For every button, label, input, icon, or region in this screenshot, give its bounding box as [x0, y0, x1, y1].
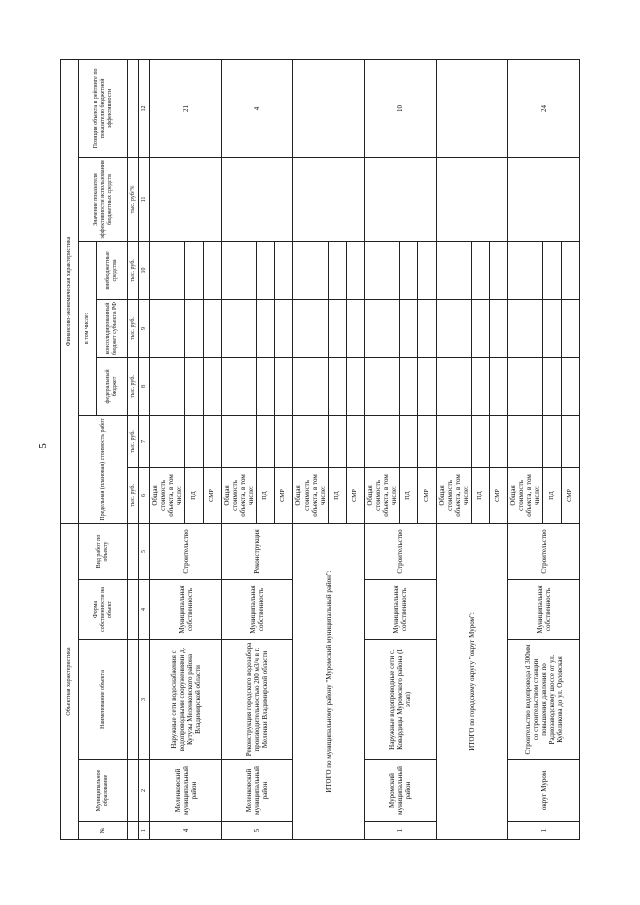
pd-regional [471, 299, 489, 357]
smr-regional [346, 299, 364, 357]
work-type: Строительство [508, 523, 580, 579]
pd-offbudget [543, 241, 561, 299]
work-type: Строительство [150, 523, 222, 579]
pd-label: ПД [185, 467, 203, 523]
offbudget [293, 241, 328, 299]
table-row [150, 59, 185, 839]
subtotal-row [293, 59, 328, 839]
total-cost [293, 415, 328, 467]
rating-position [436, 59, 508, 157]
col-number: 6 [139, 467, 150, 523]
subtotal-label: ИТОГО по муниципальному району "Муромский муниципальный район": [293, 523, 365, 839]
unit-cell: тыс. руб. [128, 299, 139, 357]
municipal-formation: Меленковский муниципальный район [150, 760, 222, 822]
pd-cost [257, 415, 275, 467]
col-10-header: внебюджетные средства [97, 241, 128, 299]
total-cost-label: Общая стоимость объекта, в том числе: [293, 467, 328, 523]
rating-position: 10 [365, 59, 437, 157]
total-cost-label: Общая стоимость объекта, в том числе: [150, 467, 185, 523]
pd-regional [257, 299, 275, 357]
ownership: Муниципальная собственность [365, 580, 437, 640]
rating-position: 24 [508, 59, 580, 157]
federal-budget [150, 357, 185, 415]
smr-offbudget [561, 241, 579, 299]
col-number: 9 [139, 299, 150, 357]
smr-cost [561, 415, 579, 467]
pd-label: ПД [257, 467, 275, 523]
rating-position: 4 [221, 59, 293, 157]
total-cost [508, 415, 543, 467]
efficiency-value [150, 157, 222, 241]
unit-cell: тыс. руб. [128, 241, 139, 299]
municipal-formation: Муромский муниципальный район [365, 760, 437, 822]
page-number: 5 [36, 443, 49, 449]
col-1-header: № [79, 822, 128, 840]
smr-label: СМР [275, 467, 293, 523]
smr-cost [490, 415, 508, 467]
efficiency-value [293, 157, 365, 241]
smr-cost [203, 415, 221, 467]
row-number: 1 [365, 822, 437, 840]
offbudget [365, 241, 400, 299]
smr-regional [203, 299, 221, 357]
pd-federal [471, 357, 489, 415]
pd-label: ПД [328, 467, 346, 523]
object-name: Наружные водопроводные сети с. Ковардицы Муромского района (I этап) [365, 640, 437, 760]
col-number: 5 [139, 523, 150, 579]
pd-offbudget [257, 241, 275, 299]
pd-offbudget [471, 241, 489, 299]
object-name: Наружные сети водоснабжения с водопроводными сооружениями д. Кутузы Меленковского района Владимирской области [150, 640, 222, 760]
regional-budget [365, 299, 400, 357]
work-type: Реконструкция [221, 523, 293, 579]
offbudget [150, 241, 185, 299]
unit-cell: тыс. руб/% [128, 157, 139, 241]
regional-budget [150, 299, 185, 357]
pd-cost [543, 415, 561, 467]
unit-cell: тыс. руб. [128, 357, 139, 415]
col-number: 1 [139, 822, 150, 840]
total-cost-label: Общая стоимость объекта, в том числе: [436, 467, 471, 523]
smr-label: СМР [561, 467, 579, 523]
federal-budget [436, 357, 471, 415]
object-chars-header: Объектная характеристика [61, 523, 79, 839]
efficiency-value [221, 157, 293, 241]
pd-federal [185, 357, 203, 415]
total-cost [221, 415, 256, 467]
pd-label: ПД [400, 467, 418, 523]
smr-regional [418, 299, 436, 357]
smr-offbudget [346, 241, 364, 299]
smr-regional [490, 299, 508, 357]
col-number: 7 [139, 415, 150, 467]
regional-budget [221, 299, 256, 357]
efficiency-value [436, 157, 508, 241]
offbudget [508, 241, 543, 299]
ownership: Муниципальная собственность [508, 580, 580, 640]
unit-cell [128, 59, 139, 157]
smr-cost [346, 415, 364, 467]
pd-regional [185, 299, 203, 357]
unit-cell: тыс. руб. [128, 467, 139, 523]
pd-offbudget [185, 241, 203, 299]
col-number: 10 [139, 241, 150, 299]
smr-cost [275, 415, 293, 467]
total-cost [365, 415, 400, 467]
pd-cost [185, 415, 203, 467]
smr-federal [561, 357, 579, 415]
smr-offbudget [418, 241, 436, 299]
federal-budget [508, 357, 543, 415]
unit-cell [128, 580, 139, 640]
pd-federal [257, 357, 275, 415]
total-cost-label: Общая стоимость объекта, в том числе: [508, 467, 543, 523]
col-12-header: Позиция объекта в рейтинге по показателю бюджетной эффективности [79, 59, 128, 157]
pd-label: ПД [471, 467, 489, 523]
row-number: 1 [508, 822, 580, 840]
unit-cell [128, 822, 139, 840]
col-3-header: Наименование объекта [79, 640, 128, 760]
smr-federal [418, 357, 436, 415]
col-4-header: Форма собственности на объект [79, 580, 128, 640]
smr-offbudget [203, 241, 221, 299]
pd-cost [471, 415, 489, 467]
unit-cell [128, 760, 139, 822]
ownership: Муниципальная собственность [150, 580, 222, 640]
smr-regional [561, 299, 579, 357]
offbudget [436, 241, 471, 299]
total-cost-label: Общая стоимость объекта, в том числе: [365, 467, 400, 523]
object-name: Реконструкция городского водозабора производительностью 200 м3/ч в г. Меленки Владимирской области [221, 640, 293, 760]
pd-regional [400, 299, 418, 357]
federal-budget [293, 357, 328, 415]
table-row [221, 59, 256, 839]
regional-budget [436, 299, 471, 357]
smr-label: СМР [418, 467, 436, 523]
efficiency-value [365, 157, 437, 241]
total-cost [150, 415, 185, 467]
col-9-header: консолидированный бюджет субъекта РФ [97, 299, 128, 357]
col-6-header: Предельная (плановая) стоимость работ [79, 415, 128, 523]
smr-offbudget [490, 241, 508, 299]
pd-offbudget [400, 241, 418, 299]
total-cost [436, 415, 471, 467]
row-number: 5 [221, 822, 293, 840]
smr-federal [346, 357, 364, 415]
pd-offbudget [328, 241, 346, 299]
regional-budget [293, 299, 328, 357]
col-5-header: Вид работ по объекту [79, 523, 128, 579]
smr-federal [275, 357, 293, 415]
pd-cost [400, 415, 418, 467]
smr-federal [203, 357, 221, 415]
unit-cell [128, 640, 139, 760]
rating-position [293, 59, 365, 157]
smr-federal [490, 357, 508, 415]
in-that-number-header: в том числе: [79, 241, 97, 415]
smr-cost [418, 415, 436, 467]
smr-regional [275, 299, 293, 357]
col-2-header: Муниципальное образование [79, 760, 128, 822]
object-name: Строительство водопровода d 300мм со строительством станции повышения давления по Радиозаводскому шоссе от ул. Кубеликова до ул. Орловская [508, 640, 580, 760]
rotated-table-wrapper [60, 60, 580, 840]
pd-regional [328, 299, 346, 357]
objects-table [60, 59, 580, 840]
pd-federal [328, 357, 346, 415]
col-8-header: федеральный бюджет [97, 357, 128, 415]
pd-label: ПД [543, 467, 561, 523]
fin-econ-header: Финансово-экономическая характеристика [61, 59, 79, 523]
pd-cost [328, 415, 346, 467]
regional-budget [508, 299, 543, 357]
col-number: 12 [139, 59, 150, 157]
row-number: 4 [150, 822, 222, 840]
work-type: Строительство [365, 523, 437, 579]
smr-label: СМР [490, 467, 508, 523]
pd-federal [400, 357, 418, 415]
rating-position: 21 [150, 59, 222, 157]
col-11-header: Значение показателя эффективности использования бюджетных средств [79, 157, 128, 241]
table-row [508, 59, 543, 839]
municipal-formation: Меленковский муниципальный район [221, 760, 293, 822]
smr-label: СМР [203, 467, 221, 523]
col-number: 4 [139, 580, 150, 640]
col-number: 3 [139, 640, 150, 760]
col-number: 8 [139, 357, 150, 415]
smr-offbudget [275, 241, 293, 299]
municipal-formation: округ Муром [508, 760, 580, 822]
federal-budget [221, 357, 256, 415]
efficiency-value [508, 157, 580, 241]
pd-regional [543, 299, 561, 357]
col-number: 11 [139, 157, 150, 241]
total-cost-label: Общая стоимость объекта, в том числе: [221, 467, 256, 523]
table-row [365, 59, 400, 839]
unit-cell: тыс. руб. [128, 415, 139, 467]
ownership: Муниципальная собственность [221, 580, 293, 640]
subtotal-label: ИТОГО по городскому округу "округ Муром": [436, 523, 508, 839]
col-number: 2 [139, 760, 150, 822]
offbudget [221, 241, 256, 299]
unit-cell [128, 523, 139, 579]
federal-budget [365, 357, 400, 415]
subtotal-row [436, 59, 471, 839]
pd-federal [543, 357, 561, 415]
smr-label: СМР [346, 467, 364, 523]
